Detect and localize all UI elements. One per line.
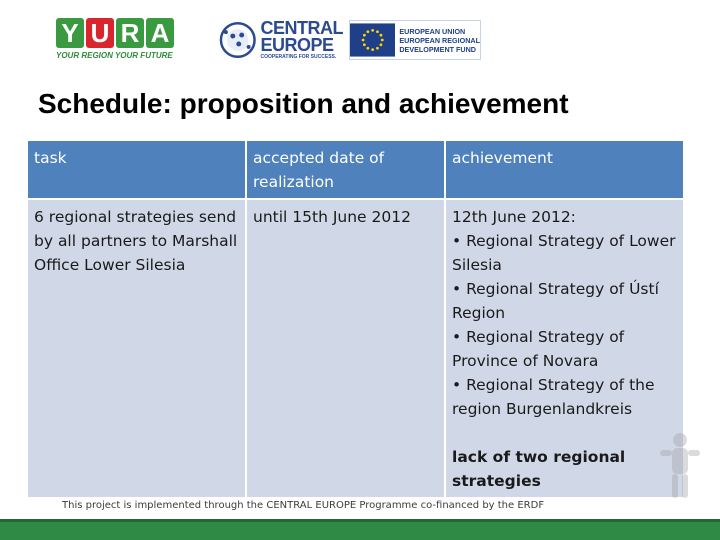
person-figure-icon xyxy=(650,430,706,502)
yura-letter-a: A xyxy=(146,18,174,48)
central-europe-title-2: EUROPE xyxy=(260,35,334,55)
achievement-item: • Regional Strategy of Province of Novara xyxy=(452,328,625,370)
eu-logo xyxy=(349,20,481,60)
eu-line-2: EUROPEAN REGIONAL xyxy=(399,35,480,45)
footer-bar xyxy=(0,519,720,540)
yura-tagline: YOUR REGION YOUR FUTURE xyxy=(56,51,173,60)
achievement-item: • Regional Strategy of Lower Silesia xyxy=(452,232,676,274)
achievement-item: • Regional Strategy of the region Burgenlandkreis xyxy=(452,376,655,418)
central-europe-title-1: CENTRAL xyxy=(260,18,343,38)
eu-line-1: EUROPEAN UNION xyxy=(399,26,466,36)
table-header-row xyxy=(27,140,684,199)
yura-letter-u: U xyxy=(86,18,114,48)
header-date: accepted date of realization xyxy=(246,140,445,199)
yura-letters xyxy=(56,18,182,48)
cell-task: 6 regional strategies send by all partners to Marshall Office Lower Silesia xyxy=(27,199,246,498)
table-row xyxy=(27,199,684,498)
header-task: task xyxy=(27,140,246,199)
achievement-intro: 12th June 2012: xyxy=(452,208,576,226)
slide-title: Schedule: proposition and achievement xyxy=(38,88,569,119)
cell-date: until 15th June 2012 xyxy=(246,199,445,498)
header-achievement: achievement xyxy=(445,140,684,199)
central-europe-tagline: COOPERATING FOR SUCCESS. xyxy=(260,54,337,60)
central-europe-emblem-icon xyxy=(218,20,258,60)
eu-line-3: DEVELOPMENT FUND xyxy=(399,44,476,54)
central-europe-logo xyxy=(218,18,343,62)
eu-flag-icon xyxy=(350,21,395,59)
yura-letter-r: R xyxy=(116,18,144,48)
schedule-table xyxy=(26,139,685,499)
yura-logo xyxy=(56,18,182,62)
yura-letter-y: Y xyxy=(56,18,84,48)
footer-note: This project is implemented through the CENTRAL EUROPE Programme co-financed by the ERDF xyxy=(62,500,545,511)
achievement-item: • Regional Strategy of Ústí Region xyxy=(452,280,659,322)
cell-achievement xyxy=(445,199,684,498)
achievement-note: lack of two regional strategies xyxy=(452,448,626,490)
